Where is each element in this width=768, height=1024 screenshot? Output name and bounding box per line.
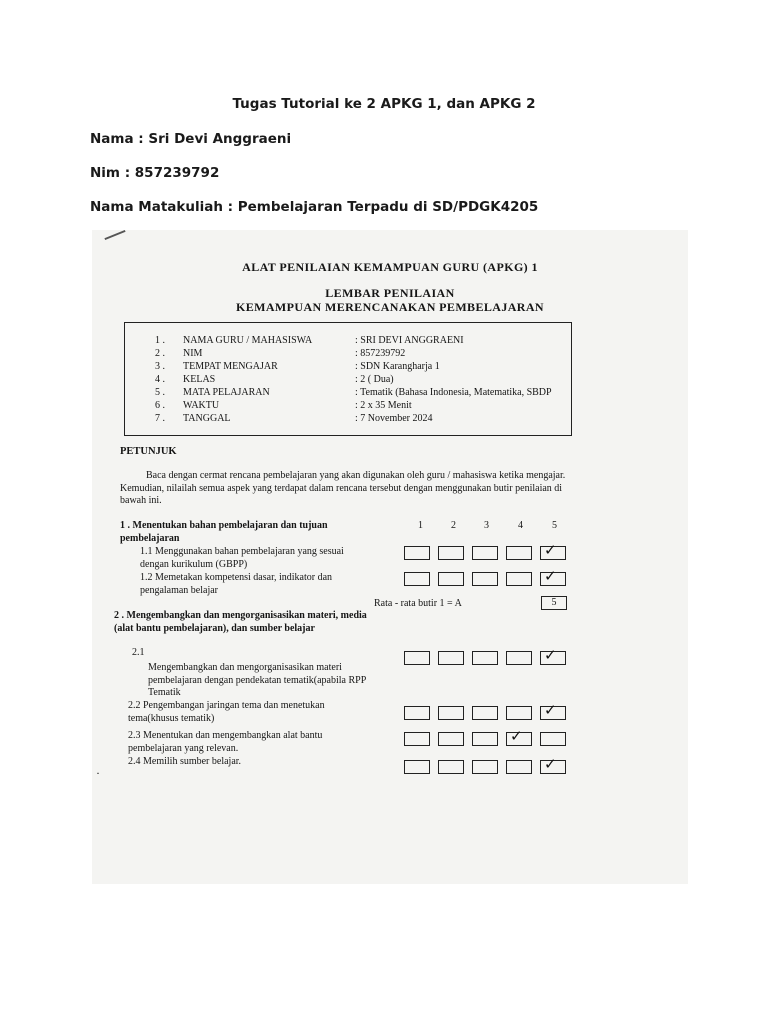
item-2-1: Mengembangkan dan mengorganisasikan materi pembelajaran dengan pendekatan tematik(apabila RPP Tematik xyxy=(148,662,366,698)
rating-box[interactable] xyxy=(472,651,498,665)
info-label: KELAS xyxy=(183,374,216,385)
rating-box[interactable] xyxy=(438,760,464,774)
rata-rata-label: Rata - rata butir 1 = A xyxy=(374,598,462,609)
rating-box[interactable] xyxy=(540,567,566,586)
document-title: Tugas Tutorial ke 2 APKG 1, dan APKG 2 xyxy=(232,96,536,112)
scale-1: 1 xyxy=(418,520,423,531)
form-subtitle-1: LEMBAR PENILAIAN xyxy=(325,286,455,300)
scale-2: 2 xyxy=(451,520,456,531)
info-label: MATA PELAJARAN xyxy=(183,387,270,398)
rating-box[interactable] xyxy=(472,572,498,586)
rating-box[interactable] xyxy=(438,732,464,746)
rating-box[interactable] xyxy=(472,546,498,560)
scale-3: 3 xyxy=(484,520,489,531)
checkmark-icon: ✓ xyxy=(544,541,557,559)
item-2-1-number: 2.1 xyxy=(132,647,145,658)
info-num: 6 . xyxy=(155,400,165,411)
rating-box[interactable] xyxy=(540,541,566,560)
info-label: WAKTU xyxy=(183,400,220,411)
rating-box[interactable] xyxy=(404,706,430,720)
info-row xyxy=(125,387,571,400)
info-value: : Tematik (Bahasa Indonesia, Matematika, SBDP xyxy=(355,387,552,398)
info-row xyxy=(125,335,571,348)
scanned-form xyxy=(92,230,688,884)
scale-5: 5 xyxy=(552,520,557,531)
rating-box[interactable] xyxy=(404,546,430,560)
section-2-title: 2 . Mengembangkan dan mengorganisasikan materi, media (alat bantu pembelajaran), dan sumber belajar xyxy=(114,610,367,634)
rating-box[interactable] xyxy=(472,732,498,746)
info-num: 3 . xyxy=(155,361,165,372)
info-value: : 2 ( Dua) xyxy=(355,374,394,385)
checkmark-icon: ✓ xyxy=(544,646,557,664)
rating-box[interactable] xyxy=(438,706,464,720)
rating-box[interactable] xyxy=(404,651,430,665)
info-num: 1 . xyxy=(155,335,165,346)
bullet-dot: · xyxy=(96,766,100,780)
rating-box[interactable] xyxy=(404,732,430,746)
section-1-title: 1 . Menentukan bahan pembelajaran dan tujuan pembelajaran xyxy=(120,520,328,544)
rating-box[interactable] xyxy=(438,651,464,665)
pen-mark xyxy=(104,230,125,240)
rating-box[interactable] xyxy=(438,546,464,560)
info-value: : SRI DEVI ANGGRAENI xyxy=(355,335,464,346)
student-name: Nama : Sri Devi Anggraeni xyxy=(90,131,292,147)
rata-rata-value: 5 xyxy=(541,596,567,610)
item-2-4: 2.4 Memilih sumber belajar. xyxy=(128,756,242,767)
rating-box[interactable] xyxy=(472,706,498,720)
info-row xyxy=(125,361,571,374)
info-row xyxy=(125,374,571,387)
checkmark-icon: ✓ xyxy=(544,755,557,773)
item-1-2: 1.2 Memetakan kompetensi dasar, indikator dan pengalaman belajar xyxy=(140,572,333,596)
student-nim: Nim : 857239792 xyxy=(90,165,220,181)
rating-box[interactable] xyxy=(540,732,566,746)
info-label: NAMA GURU / MAHASISWA xyxy=(183,335,313,346)
rating-box[interactable] xyxy=(506,546,532,560)
petunjuk-heading: PETUNJUK xyxy=(120,446,177,457)
rating-box[interactable] xyxy=(506,651,532,665)
rating-box[interactable] xyxy=(472,760,498,774)
scale-4: 4 xyxy=(518,520,523,531)
info-num: 2 . xyxy=(155,348,165,359)
info-row xyxy=(125,413,571,426)
form-subtitle-2: KEMAMPUAN MERENCANAKAN PEMBELAJARAN xyxy=(236,300,544,314)
info-num: 5 . xyxy=(155,387,165,398)
item-2-2: 2.2 Pengembangan jaringan tema dan menetukan tema(khusus tematik) xyxy=(128,700,325,724)
info-value: : SDN Karangharja 1 xyxy=(355,361,440,372)
rating-box[interactable] xyxy=(404,572,430,586)
rating-box[interactable] xyxy=(540,701,566,720)
form-title: ALAT PENILAIAN KEMAMPUAN GURU (APKG) 1 xyxy=(242,260,538,274)
rating-box[interactable] xyxy=(506,760,532,774)
checkmark-icon: ✓ xyxy=(510,727,523,745)
rating-box[interactable] xyxy=(438,572,464,586)
item-2-3: 2.3 Menentukan dan mengembangkan alat bantu pembelajaran yang relevan. xyxy=(128,730,323,754)
rating-box[interactable] xyxy=(540,646,566,665)
info-label: TEMPAT MENGAJAR xyxy=(183,361,278,372)
info-label: NIM xyxy=(183,348,203,359)
info-num: 7 . xyxy=(155,413,165,424)
info-num: 4 . xyxy=(155,374,165,385)
rating-box[interactable] xyxy=(506,572,532,586)
identity-box xyxy=(124,322,572,436)
rating-box[interactable] xyxy=(506,727,532,746)
info-label: TANGGAL xyxy=(183,413,231,424)
info-value: : 7 November 2024 xyxy=(355,413,433,424)
info-value: : 857239792 xyxy=(355,348,406,359)
info-row xyxy=(125,348,571,361)
info-value: : 2 x 35 Menit xyxy=(355,400,412,411)
rating-box[interactable] xyxy=(540,755,566,774)
checkmark-icon: ✓ xyxy=(544,567,557,585)
petunjuk-text: Baca dengan cermat rencana pembelajaran yang akan digunakan oleh guru / mahasiswa ketika mengajar. Kemudian, nilailah semua aspek yang terdapat dalam rencana tersebut dengan menggunakan butir penilaian di bawah ini. xyxy=(120,470,566,506)
rating-box[interactable] xyxy=(506,706,532,720)
item-1-1: 1.1 Menggunakan bahan pembelajaran yang sesuai dengan kurikulum (GBPP) xyxy=(140,546,344,570)
rating-box[interactable] xyxy=(404,760,430,774)
checkmark-icon: ✓ xyxy=(544,701,557,719)
info-row xyxy=(125,400,571,413)
course-name: Nama Matakuliah : Pembelajaran Terpadu di SD/PDGK4205 xyxy=(90,199,539,215)
